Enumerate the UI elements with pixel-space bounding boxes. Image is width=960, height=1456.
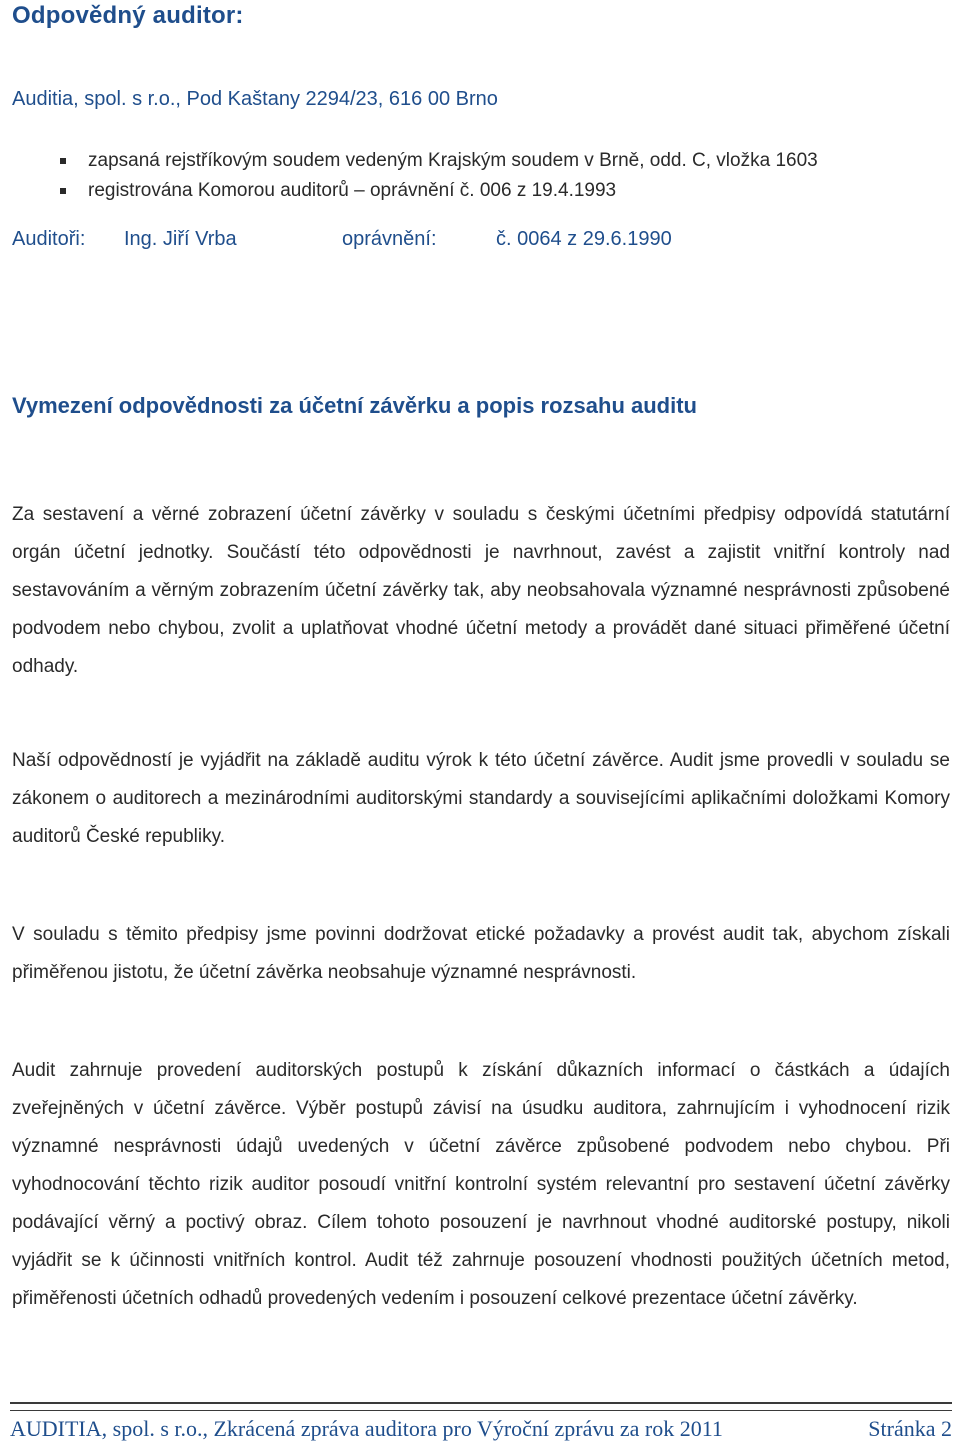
- list-item-text: zapsaná rejstříkovým soudem vedeným Krajským soudem v Brně, odd. C, vložka 1603: [88, 150, 818, 171]
- square-bullet-icon: [60, 188, 66, 194]
- auditors-label: Auditoři:: [12, 228, 86, 250]
- paragraph-audit-scope: Audit zahrnuje provedení auditorských postupů k získání důkazních informací o částkách a údajích zveřejněných v účetní závěrce. Výběr postupů závisí na úsudku auditora, zahrnujícím i vyhodnocení rizik významné nesprávnosti údajů uvedených v účetní závěrce způsobené podvodem nebo chybou. Při vyhodnocování těchto rizik auditor posoudí vnitřní kontrolní systém relevantní pro sestavení účetní závěrky podávající věrný a poctivý obraz. Cílem tohoto posouzení je navrhnout vhodné auditorské postupy, nikoli vyjádřit se k účinnosti vnitřních kontrol. Audit též zahrnuje posouzení vhodnosti použitých účetních metod, přiměřenosti účetních odhadů provedených vedením i posouzení celkové prezentace účetní závěrky.: [12, 1060, 950, 1309]
- paragraph-responsibility: Za sestavení a věrné zobrazení účetní závěrky v souladu s českými účetními předpisy odpovídá statutární orgán účetní jednotky. Součástí této odpovědnosti je navrhnout, zavést a zajistit vnitřní kontroly nad sestavováním a věrným zobrazením účetní závěrky tak, aby neobsahovala významné nesprávnosti způsobené podvodem nebo chybou, zvolit a uplatňovat vhodné účetní metody a provádět dané situaci přiměřené účetní odhady.: [12, 504, 950, 677]
- square-bullet-icon: [60, 158, 66, 164]
- page-number: Stránka 2: [868, 1416, 952, 1441]
- list-item: [60, 146, 818, 176]
- page-footer: [10, 1416, 952, 1442]
- firm-address: Auditia, spol. s r.o., Pod Kaštany 2294/23, 616 00 Brno: [12, 88, 498, 110]
- footer-text: AUDITIA, spol. s r.o., Zkrácená zpráva auditora pro Výroční zprávu za rok 2011: [10, 1416, 723, 1441]
- page-title: Odpovědný auditor:: [12, 2, 244, 29]
- firm-details-list: [60, 146, 818, 206]
- authorization-label: oprávnění:: [342, 228, 437, 250]
- authorization-value: č. 0064 z 29.6.1990: [496, 228, 672, 250]
- list-item: [60, 176, 818, 206]
- paragraph-ethics: V souladu s těmito předpisy jsme povinni dodržovat etické požadavky a provést audit tak, abychom získali přiměřenou jistotu, že účetní závěrka neobsahuje významné nesprávnosti.: [12, 924, 950, 983]
- paragraph-our-responsibility: Naší odpovědností je vyjádřit na základě auditu výrok k této účetní závěrce. Audit jsme provedli v souladu se zákonem o auditorech a mezinárodními auditorskými standardy a souvisejícími aplikačními doložkami Komory auditorů České republiky.: [12, 750, 950, 847]
- auditor-name: Ing. Jiří Vrba: [124, 228, 237, 250]
- list-item-text: registrována Komorou auditorů – oprávnění č. 006 z 19.4.1993: [88, 180, 617, 201]
- footer-divider: [10, 1402, 952, 1411]
- section-heading: Vymezení odpovědnosti za účetní závěrku a popis rozsahu auditu: [12, 393, 697, 418]
- auditors-row: [12, 228, 952, 258]
